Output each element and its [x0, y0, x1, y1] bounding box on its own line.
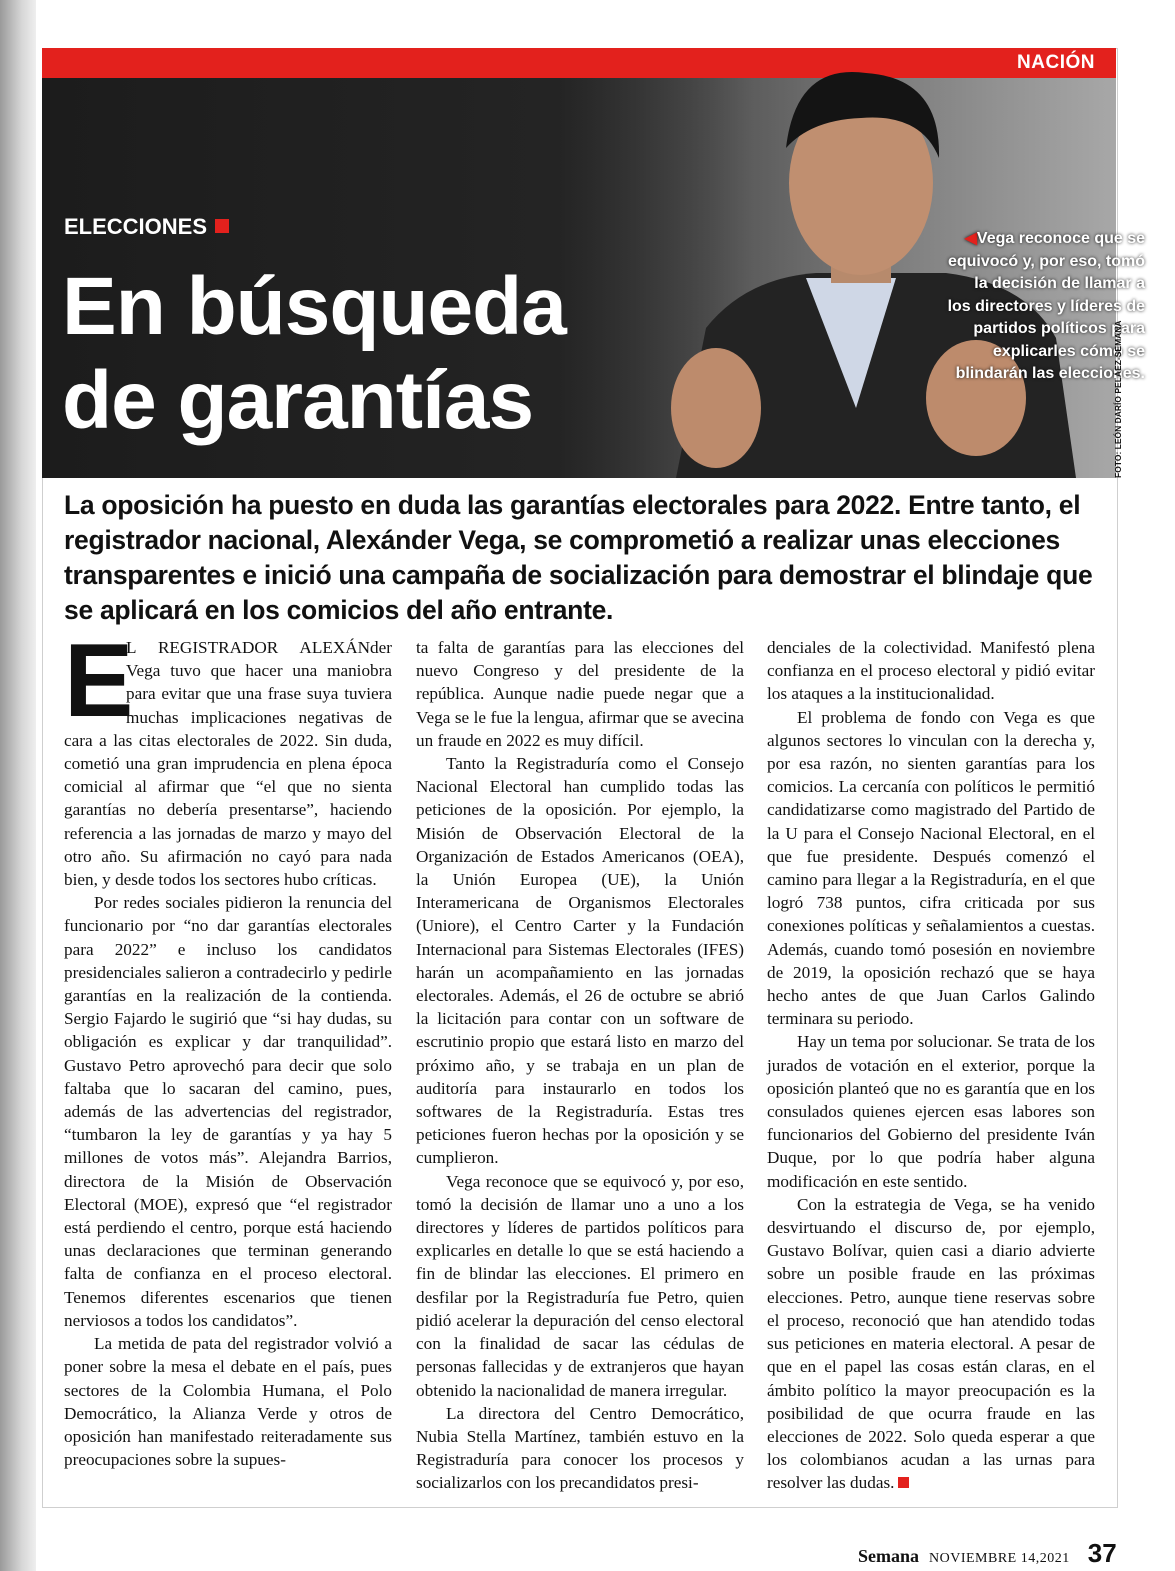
page-number: 37: [1087, 1538, 1117, 1568]
article-paragraph: Con la estrategia de Vega, se ha venido desvirtuando el discurso de, por ejemplo, Gustavo Bolívar, quien casi a diario advierte sobre un posible fraude en las próximas elecciones. Petro, aunque tiene reservas sobre el proceso, reconoció que han atendido todas sus peticiones en materia electoral. A pesar de que en el papel las cosas están claras, en el ámbito político la mayor preocupación es la posibilidad de que ocurra fraude en las elecciones de 2022. Solo queda esperar a que los colombianos acudan a las urnas para resolver las dudas.: [767, 1194, 1095, 1493]
photo-caption: ◀Vega reconoce que se equivocó y, por eso, tomó la decisión de llamar a los directores y líderes de partidos políticos para explicarles cómo se blindarán las elecciones.: [947, 230, 1145, 382]
article-paragraph: E L REGISTRADOR ALEXÁNder Vega tuvo que hacer una maniobra para evitar que una frase suya tuviera muchas implicaciones negativas de cara a las citas electorales de 2022. Sin duda, cometió una gran imprudencia en plena época comicial al afirmar que “el que no sienta garantías no debería presentarse”, haciendo referencia a las jornadas de marzo y mayo del otro año. Su afirmación no cayó para nada bien, y desde todos los sectores hubo críticas.: [64, 623, 392, 890]
article-paragraph: El problema de fondo con Vega es que algunos sectores lo vinculan con la derecha y, por esa razón, no sienten garantías para los comicios. La cercanía con políticos le permitió candidatizarse como magistrado del Partido de la U para el Consejo Nacional Electoral, en el que fue presidente. Después comenzó el camino para llegar a la Registraduría, en el que logró 738 puntos, cifra criticada por sus conexiones políticas y señalamientos a cuestas. Además, cuando tomó posesión en noviembre de 2019, la oposición rechazó que se haya hecho antes de que Juan Carlos Galindo terminara su periodo.: [767, 707, 1095, 1029]
article-paragraph: La metida de pata del registrador volvió a poner sobre la mesa el debate en el país, pues sectores de la Colombia Humana, el Polo Democrático, la Alianza Verde y otros de oposición han manifestado reiteradamente sus preocupaciones sobre la supues-: [64, 1334, 392, 1470]
article-paragraph: La directora del Centro Democrático, Nubia Stella Martínez, también estuvo en la Registraduría para conocer los procesos y socializarlos con los precandidatos presi-: [416, 1403, 744, 1493]
magazine-name: Semana: [858, 1546, 920, 1566]
headline-line-1: En búsqueda: [62, 261, 566, 352]
article-column-2: [416, 636, 744, 1495]
article-paragraph: Hay un tema por solucionar. Se trata de los jurados de votación en el exterior, porque la oposición planteó que no es garantía que en los consulados quienes ejercen esas labores son funcionarios del Gobierno del presidente Iván Duque, por lo que podría haber alguna modificación en este sentido.: [767, 1032, 1095, 1191]
section-kicker: ELECCIONES: [64, 214, 229, 240]
article-headline: [62, 260, 566, 448]
caption-arrow-icon: ◀: [964, 230, 977, 247]
headline-line-2: de garantías: [62, 355, 534, 446]
drop-cap: E: [64, 623, 134, 739]
section-label: NACIÓN: [1017, 52, 1095, 73]
article-column-1: [64, 623, 392, 1471]
issue-date: NOVIEMBRE 14,2021: [929, 1551, 1070, 1566]
end-of-article-marker: [898, 1477, 909, 1488]
page-footer: [858, 1538, 1117, 1569]
article-deck: La oposición ha puesto en duda las garantías electorales para 2022. Entre tanto, el registrador nacional, Alexánder Vega, se comprometió a realizar unas elecciones transparentes e inició una campaña de socialización para demostrar el blindaje que se aplicará en los comicios del año entrante.: [64, 490, 1093, 625]
article-paragraph: Tanto la Registraduría como el Consejo Nacional Electoral han cumplido todas las peticiones de la oposición. Por ejemplo, la Misión de Observación Electoral de la Organización de Estados Americanos (OEA), la Unión Europea (UE), la Unión Interamericana de Organismos Electorales (Uniore), el Centro Carter y la Fundación Internacional para Sistemas Electorales (IFES) harán un acompañamiento en las jornadas electorales. Además, el 26 de octubre se abrió la licitación para contar con un software de escrutinio propio que estará listo en marzo del próximo año, y se trabaja en un plan de auditoría para instaurarlo en todos los softwares de la Registraduría. Estas tres peticiones fueron hechas por la oposición y se cumplieron.: [416, 754, 744, 1168]
kicker-marker: [215, 219, 229, 233]
article-paragraph: ta falta de garantías para las elecciones del nuevo Congreso y del presidente de la república. Aunque nadie puede negar que a Vega se le fue la lengua, afirmar que se avecina un fraude en 2022 es muy difícil.: [416, 638, 744, 750]
page-binding-shadow: [0, 0, 36, 1571]
photo-credit: FOTO: LEÓN DARÍO PELÁEZ-SEMANA: [1113, 320, 1123, 478]
article-paragraph: denciales de la colectividad. Manifestó plena confianza en el proceso electoral y pidió evitar los ataques a la institucionalidad.: [767, 638, 1095, 704]
section-bar: [42, 48, 1116, 78]
article-paragraph: Por redes sociales pidieron la renuncia del funcionario por “no dar garantías electorales para 2022” e incluso los candidatos presidenciales salieron a contradecirlo y pedirle garantías en la realización de la contienda. Sergio Fajardo le sugirió que “si hay dudas, su obligación es explicar y dar tranquilidad”. Gustavo Petro aprovechó para decir que solo faltaba que lo sacaran del camino, pues, además de las advertencias del registrador, “tumbaron la ley de garantías y ya hay 5 millones de votos más”. Alejandra Barrios, directora de la Misión de Observación Electoral (MOE), expresó que “el registrador está perdiendo el centro, porque está haciendo unas declaraciones que terminan generando falta de confianza en el proceso electoral. Tenemos diferentes escenarios que tienen nerviosos a todos los candidatos”.: [64, 893, 392, 1330]
article-column-3: [767, 636, 1095, 1495]
article-paragraph: Vega reconoce que se equivocó y, por eso, tomó la decisión de llamar uno a uno a los directores y líderes de partidos políticos para explicarles en detalle lo que se está haciendo a fin de blindar las elecciones. El primero en desfilar por la Registraduría fue Petro, quien pidió acelerar la depuración del censo electoral con la finalidad de sacar las cédulas de personas fallecidas y de extranjeros que hayan obtenido la nacionalidad de manera irregular.: [416, 1171, 744, 1400]
